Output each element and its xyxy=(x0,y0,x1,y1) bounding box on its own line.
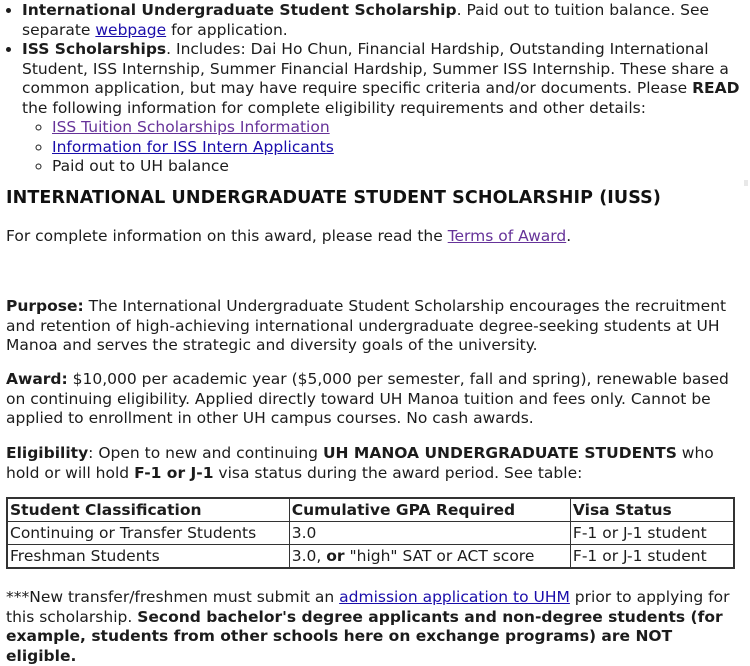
iuss-heading: International Undergraduate Student Scholarship xyxy=(22,1,457,19)
eligibility-bold-1: UH MANOA UNDERGRADUATE STUDENTS xyxy=(322,444,677,462)
iss-intern-info-link[interactable]: Information for ISS Intern Applicants xyxy=(52,137,334,156)
terms-end: . xyxy=(566,227,572,245)
list-item-iss xyxy=(22,40,750,177)
iss-tuition-info-link[interactable]: ISS Tuition Scholarships Information xyxy=(52,118,330,136)
table-row xyxy=(7,522,734,545)
award-paragraph xyxy=(6,370,734,429)
award-text: $10,000 per academic year ($5,000 per semester, fall and spring), renewable based on continuing eligibility. Applied directly toward UH Manoa tuition and fees only. Cannot be applied to enrollment in other UH campus courses. No cash awards. xyxy=(6,370,729,427)
table-row xyxy=(7,545,734,569)
cell-classification: Continuing or Transfer Students xyxy=(7,522,289,545)
gpa-value: 3.0 xyxy=(291,524,317,542)
award-label: Award: xyxy=(6,370,68,388)
edge-marker xyxy=(744,180,748,186)
cell-gpa xyxy=(289,545,570,569)
terms-of-award-link[interactable]: Terms of Award xyxy=(447,227,567,245)
note-text-2: prior to applying for this scholarship. xyxy=(6,588,730,626)
note-paragraph xyxy=(6,588,734,666)
terms-text: For complete information on this award, please read the xyxy=(6,227,448,245)
gpa-or: or xyxy=(326,547,345,565)
terms-paragraph xyxy=(6,227,734,247)
table-header-row xyxy=(7,498,734,522)
purpose-label: Purpose: xyxy=(6,297,84,315)
eligibility-text-2: who hold or will hold xyxy=(6,444,714,482)
list-item-intern-info xyxy=(52,138,750,158)
cell-classification: Freshman Students xyxy=(7,545,289,569)
header-classification: Student Classification xyxy=(7,498,289,522)
cell-gpa xyxy=(289,522,570,545)
eligibility-bold-2: F-1 or J-1 xyxy=(134,463,214,482)
iss-text-end: the following information for complete eligibility requirements and other details: xyxy=(22,98,646,117)
iss-text: . Includes: Dai Ho Chun, Financial Hardship, Outstanding International Student, ISS Internship, Summer Financial Hardship, Summer ISS Internship. These share a common application, but may have require specific criteria and/or documents. Please xyxy=(22,40,729,97)
iuss-text: . Paid out to tuition balance. See separate xyxy=(22,1,710,39)
webpage-link[interactable]: webpage xyxy=(95,20,167,39)
eligibility-paragraph xyxy=(6,444,734,483)
iss-heading: ISS Scholarships xyxy=(22,40,167,58)
purpose-paragraph xyxy=(6,297,734,356)
iss-sublist xyxy=(22,118,750,177)
header-visa: Visa Status xyxy=(570,498,734,522)
admission-application-link[interactable]: admission application to UHM xyxy=(339,588,570,606)
gpa-value: 3.0, xyxy=(291,547,327,565)
scholarship-list xyxy=(0,1,750,177)
section-title: INTERNATIONAL UNDERGRADUATE STUDENT SCHOLARSHIP (IUSS) xyxy=(6,188,661,208)
eligibility-text-1: : Open to new and continuing xyxy=(88,444,323,462)
gpa-alt: "high" SAT or ACT score xyxy=(344,547,535,565)
paid-out-text: Paid out to UH balance xyxy=(52,157,229,175)
eligibility-text-3: visa status during the award period. See table: xyxy=(213,463,583,482)
iuss-text-end: for application. xyxy=(166,20,288,39)
cell-visa: F-1 or J-1 student xyxy=(570,522,734,545)
list-item-tuition-info xyxy=(52,118,750,138)
note-text-1: ***New transfer/freshmen must submit an xyxy=(6,588,340,606)
cell-visa: F-1 or J-1 student xyxy=(570,545,734,569)
eligibility-label: Eligibility xyxy=(6,444,89,462)
read-emphasis: READ xyxy=(692,79,740,97)
eligibility-table xyxy=(6,497,735,569)
purpose-text: The International Undergraduate Student Scholarship encourages the recruitment and retention of high-achieving international undergraduate degree-seeking students at UH Manoa and serves the strategic and diversity goals of the university. xyxy=(6,297,727,354)
header-gpa: Cumulative GPA Required xyxy=(289,498,570,522)
note-bold: Second bachelor's degree applicants and non-degree students (for example, students from other schools here on exchange programs) are NOT eligible. xyxy=(6,607,723,665)
list-item-iuss xyxy=(22,1,750,40)
list-item-paid-out xyxy=(52,157,750,177)
